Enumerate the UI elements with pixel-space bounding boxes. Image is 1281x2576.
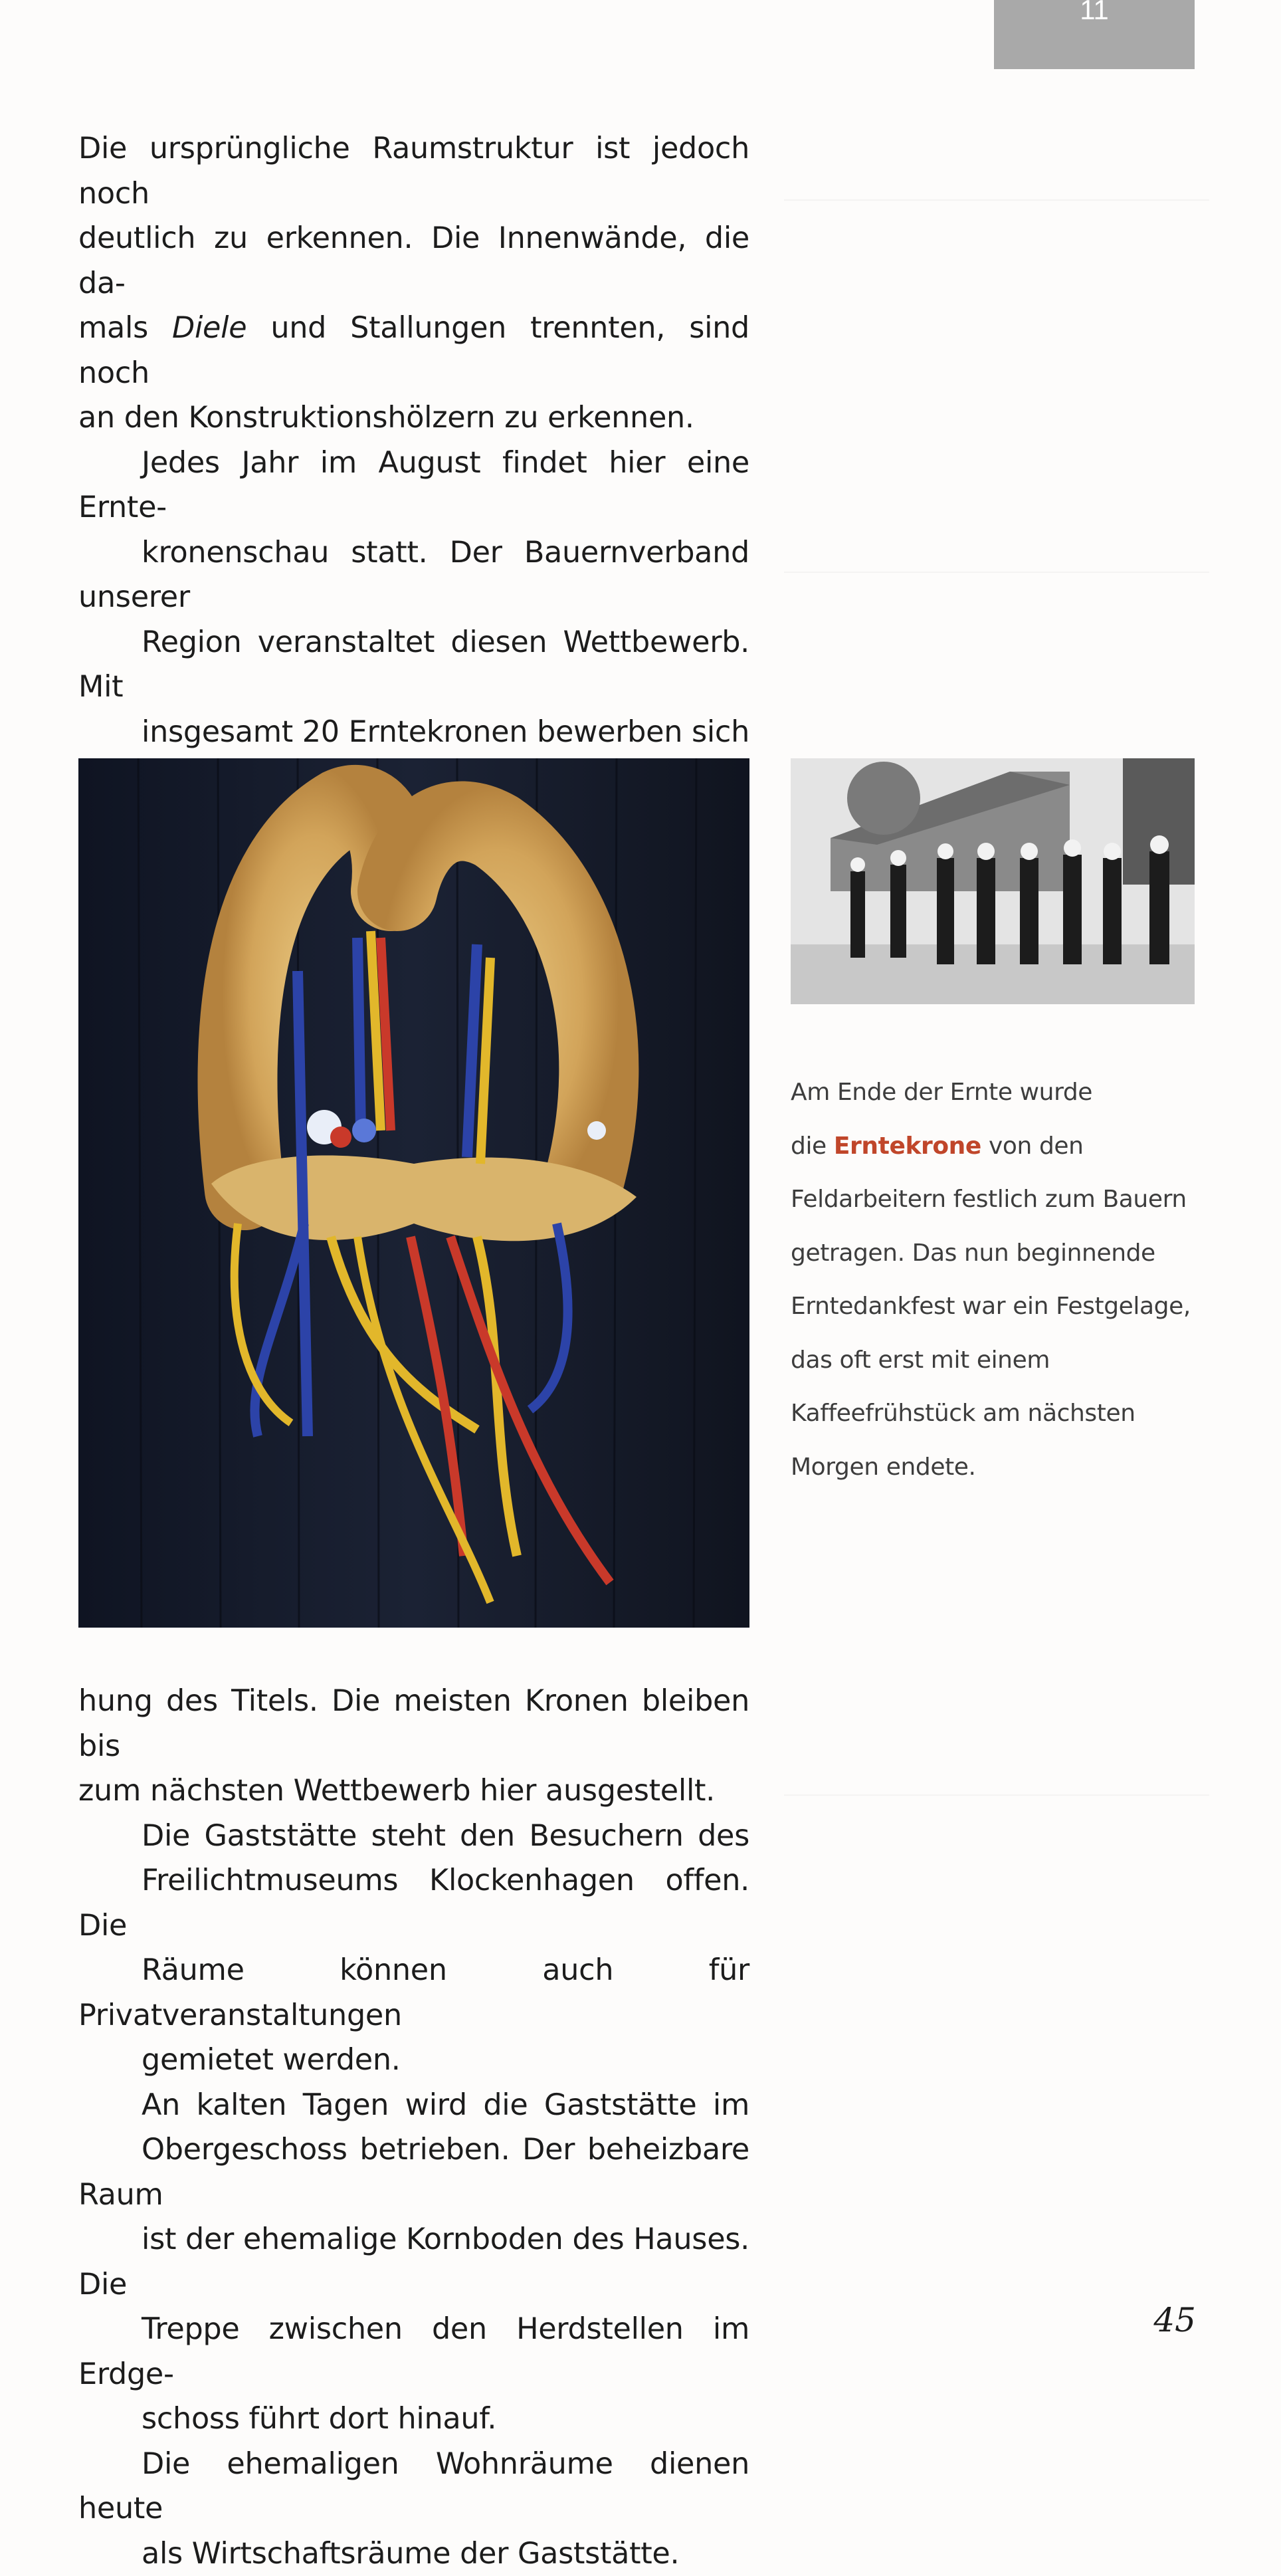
text-fragment: hung des Titels. Die meisten Kronen bleiben bis (78, 1684, 749, 1763)
photo-caption (791, 1066, 1203, 1494)
chapter-number: 11 (1080, 0, 1109, 25)
chapter-tab (994, 0, 1195, 69)
text-line (78, 216, 749, 306)
show-through-line (784, 199, 1209, 201)
text-line (78, 2127, 749, 2217)
text-line (78, 2307, 749, 2397)
text-fragment: An kalten Tagen wird die Gaststätte im (142, 2088, 749, 2122)
harvest-crown-photo (78, 758, 749, 1628)
text-line (78, 530, 749, 620)
caption-line (791, 1120, 1203, 1174)
text-line (78, 395, 749, 441)
caption-line (791, 1280, 1203, 1334)
emphasized-term: Diele (172, 311, 246, 345)
text-fragment: deutlich zu erkennen. Die Innenwände, die da- (78, 221, 749, 300)
text-line (78, 306, 749, 395)
text-line (78, 126, 749, 216)
text-line (78, 2217, 749, 2307)
text-line (78, 2038, 749, 2083)
text-fragment: an den Konstruktionshölzern zu erkennen. (78, 401, 694, 435)
text-fragment: Erntedankfest war ein Festgelage, (791, 1293, 1191, 1320)
show-through-line (784, 1794, 1209, 1796)
text-fragment: Räume können auch für Privatveranstaltungen (78, 1953, 749, 2032)
text-fragment: die (791, 1132, 834, 1160)
harvest-procession-photo (791, 758, 1195, 1004)
text-fragment: Am Ende der Ernte wurde (791, 1079, 1092, 1106)
harvest-procession-illustration (791, 758, 1195, 1004)
text-fragment: Jedes Jahr im August findet hier eine Ernte- (78, 446, 749, 525)
highlighted-term: Erntekrone (834, 1132, 981, 1160)
text-fragment: als Wirtschaftsräume der Gaststätte. (142, 2537, 679, 2571)
text-fragment: kronenschau statt. Der Bauernverband unserer (78, 536, 749, 615)
text-fragment: Feldarbeitern festlich zum Bauern (791, 1186, 1187, 1213)
paragraph (78, 2083, 749, 2442)
text-line (78, 2442, 749, 2531)
text-fragment: Region veranstaltet diesen Wettbewerb. Mit (78, 625, 749, 704)
paragraph (78, 2442, 749, 2576)
text-fragment: mals (78, 311, 172, 345)
text-line (78, 1769, 749, 1814)
text-line (78, 1858, 749, 1948)
text-line (78, 2083, 749, 2128)
text-fragment: insgesamt 20 Erntekronen bewerben sich (78, 715, 749, 794)
text-line (78, 441, 749, 530)
text-fragment: Kaffeefrühstück am nächsten (791, 1400, 1135, 1427)
text-fragment: Freilichtmuseums Klockenhagen offen. Die (78, 1864, 749, 1943)
text-fragment: Die ursprüngliche Raumstruktur ist jedoch noch (78, 132, 749, 211)
text-fragment: Treppe zwischen den Herdstellen im Erdge- (78, 2312, 749, 2391)
caption-line (791, 1227, 1203, 1281)
paragraph (78, 126, 749, 441)
text-fragment: das oft erst mit einem (791, 1346, 1050, 1374)
paragraph (78, 1679, 749, 1814)
text-fragment: getragen. Das nun beginnende (791, 1239, 1155, 1267)
text-fragment: gemietet werden. (142, 2043, 401, 2077)
caption-line (791, 1387, 1203, 1441)
show-through-line (784, 572, 1209, 573)
text-fragment: schoss führt dort hinauf. (142, 2402, 496, 2436)
caption-line (791, 1066, 1203, 1120)
text-fragment: Die ehemaligen Wohnräume dienen heute (78, 2447, 749, 2526)
text-line (78, 1814, 749, 1859)
text-fragment: und Stallungen trennten, sind noch (78, 311, 749, 390)
text-line (78, 2531, 749, 2576)
caption-line (791, 1334, 1203, 1388)
text-fragment: ist der ehemalige Kornboden des Hauses. Die (78, 2222, 749, 2302)
text-fragment: Die Gaststätte steht den Besuchern des (142, 1819, 749, 1853)
body-text-bottom (78, 1679, 749, 2576)
caption-line (791, 1173, 1203, 1227)
text-line (78, 1679, 749, 1769)
text-line (78, 1948, 749, 2038)
paragraph (78, 1814, 749, 2083)
text-line (78, 620, 749, 710)
caption-line (791, 1441, 1203, 1495)
page-number: 45 (1130, 2301, 1196, 2339)
text-fragment: Morgen endete. (791, 1453, 976, 1481)
harvest-crown-illustration (78, 758, 749, 1628)
text-line (78, 2397, 749, 2442)
text-fragment: zum nächsten Wettbewerb hier ausgestellt. (78, 1774, 715, 1808)
text-fragment: Obergeschoss betrieben. Der beheizbare Raum (78, 2133, 749, 2212)
text-fragment: von den (981, 1132, 1084, 1160)
